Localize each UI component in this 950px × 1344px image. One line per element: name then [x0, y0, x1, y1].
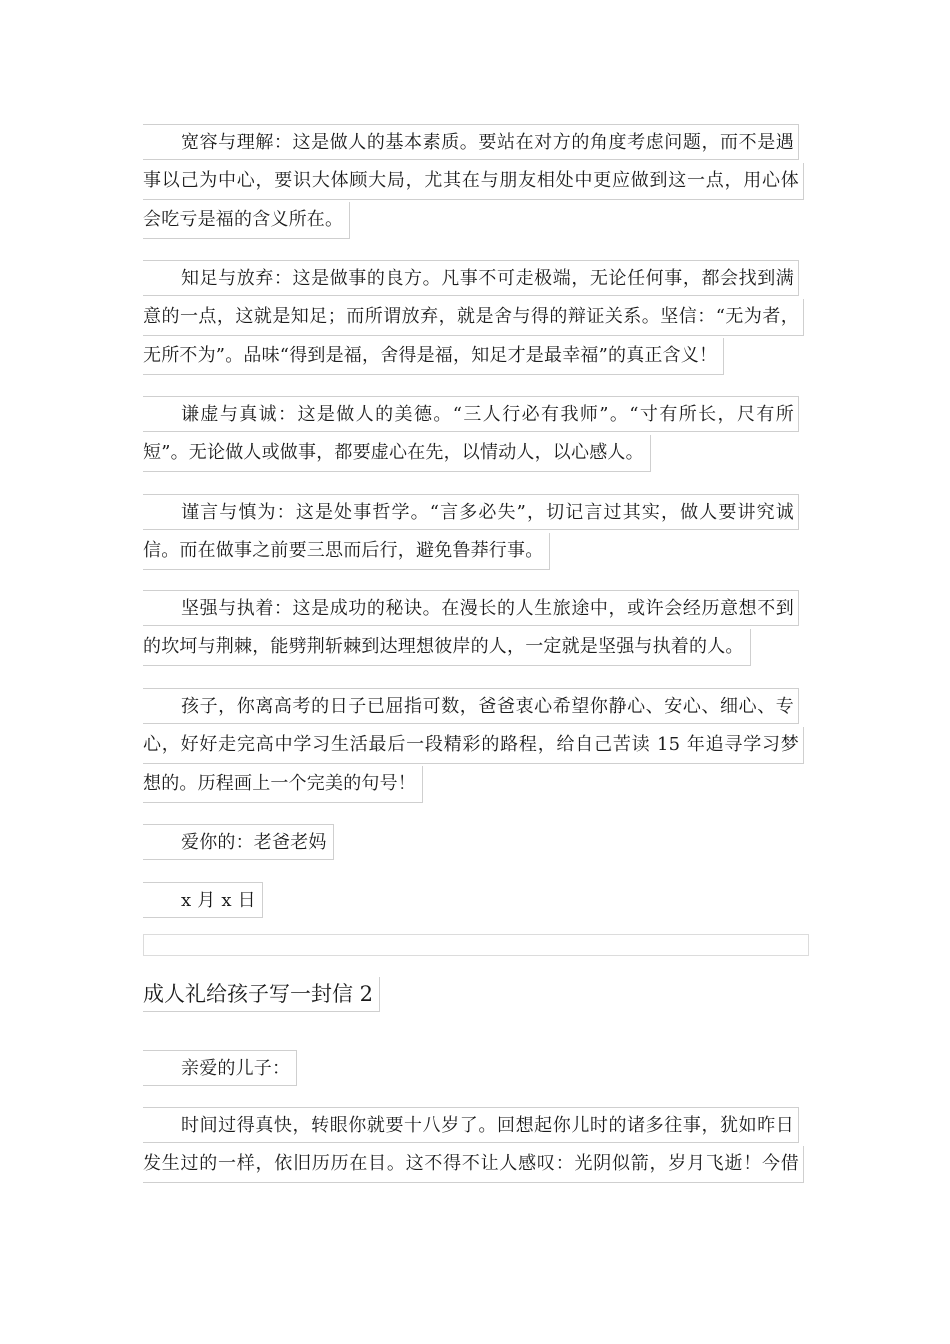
paragraph-1-line-1: 宽容与理解：这是做人的基本素质。要站在对方的角度考虑问题，而不是遇: [143, 124, 799, 160]
page-separator: [143, 934, 809, 956]
paragraph-7-line-2: 发生过的一样，依旧历历在目。这不得不让人感叹：光阴似箭，岁月飞逝！今借: [143, 1146, 804, 1183]
paragraph-2-line-2: 意的一点，这就是知足；而所谓放弃，就是舍与得的辩证关系。坚信：“无为者，: [143, 299, 804, 336]
greeting: 亲爱的儿子：: [143, 1050, 297, 1086]
signature: 爱你的：老爸老妈: [143, 824, 334, 860]
paragraph-4-line-1: 谨言与慎为：这是处事哲学。“言多必失”，切记言过其实，做人要讲究诚: [143, 494, 799, 530]
paragraph-1-line-3: 会吃亏是福的含义所在。: [143, 202, 350, 239]
paragraph-6-line-3: 想的。历程画上一个完美的句号！: [143, 766, 423, 803]
paragraph-3-line-1: 谦虚与真诚：这是做人的美德。“三人行必有我师”。“寸有所长，尺有所: [143, 396, 799, 432]
paragraph-1-line-2: 事以己为中心，要识大体顾大局，尤其在与朋友相处中更应做到这一点，用心体: [143, 163, 804, 200]
paragraph-4-line-2: 信。而在做事之前要三思而后行，避免鲁莽行事。: [143, 533, 550, 570]
date: x 月 x 日: [143, 882, 263, 918]
paragraph-2-line-1: 知足与放弃：这是做事的良方。凡事不可走极端，无论任何事，都会找到满: [143, 260, 799, 296]
paragraph-5-line-1: 坚强与执着：这是成功的秘诀。在漫长的人生旅途中，或许会经历意想不到: [143, 590, 799, 626]
paragraph-5-line-2: 的坎坷与荆棘，能劈荆斩棘到达理想彼岸的人，一定就是坚强与执着的人。: [143, 629, 751, 666]
paragraph-6-line-2: 心，好好走完高中学习生活最后一段精彩的路程，给自己苦读 15 年追寻学习梦: [143, 727, 804, 764]
paragraph-6-line-1: 孩子，你离高考的日子已屈指可数，爸爸衷心希望你静心、安心、细心、专: [143, 688, 799, 724]
paragraph-2-line-3: 无所不为”。品味“得到是福，舍得是福，知足才是最幸福”的真正含义！: [143, 338, 724, 375]
paragraph-7-line-1: 时间过得真快，转眼你就要十八岁了。回想起你儿时的诸多往事，犹如昨日: [143, 1107, 799, 1143]
paragraph-3-line-2: 短”。无论做人或做事，都要虚心在先，以情动人，以心感人。: [143, 435, 651, 472]
section-title: 成人礼给孩子写一封信 2: [143, 977, 380, 1012]
